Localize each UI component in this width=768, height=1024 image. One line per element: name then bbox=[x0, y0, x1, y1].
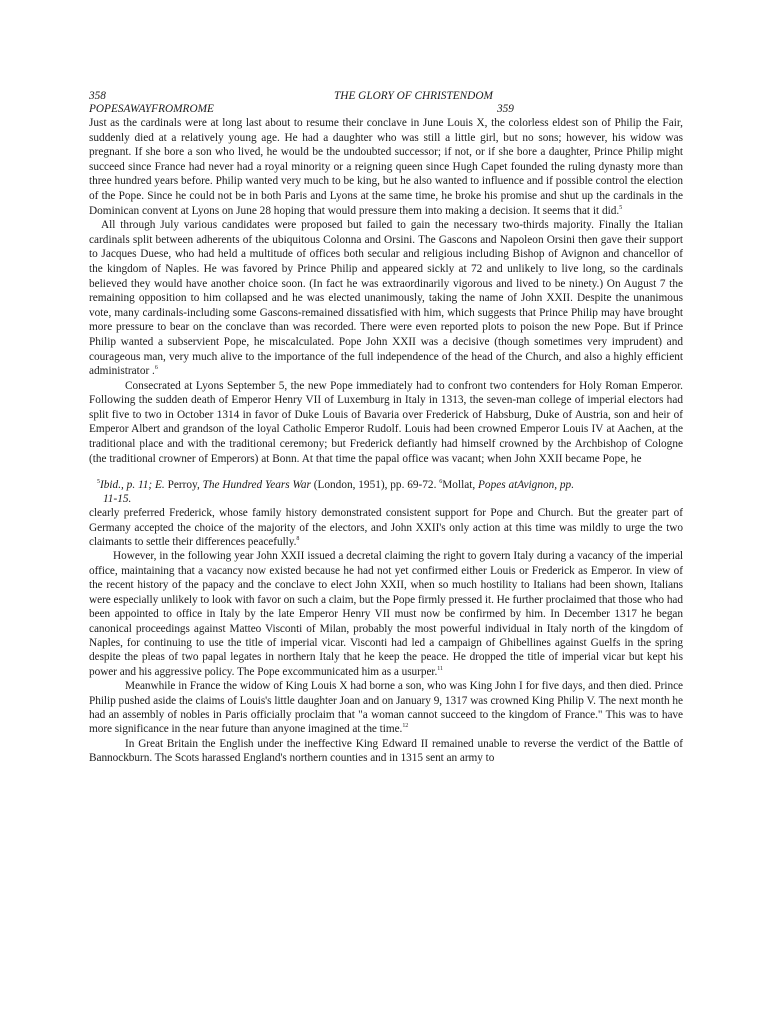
footnote-ref: 6 bbox=[154, 365, 158, 372]
running-header-left bbox=[89, 90, 683, 103]
running-title-left: THE GLORY OF CHRISTENDOM bbox=[334, 90, 493, 102]
footnote-ref: 8 bbox=[296, 536, 300, 543]
page-number-right: 359 bbox=[497, 103, 514, 115]
footnotes: $^5$Ibid., p. 11; E. Perroy, The Hundred Years War (London, 1951), pp. 69-72. $^6$Mollat, Popes atAvignon, pp. 11-15. bbox=[97, 479, 575, 506]
running-title-right: POPESAWAYFROMROME bbox=[89, 103, 214, 115]
paragraph: clearly preferred Frederick, whose family history demonstrated consistent support for Pope and Church. But the greater part of Germany accepted the choice of the majority of the electors, and John XXII's only action at this time was mildly to urge the two claimants to settle their differences peacefully.$^8$ bbox=[89, 507, 683, 549]
paragraph: Consecrated at Lyons September 5, the new Pope immediately had to confront two contenders for Holy Roman Emperor. Following the sudden death of Emperor Henry VII of Luxemburg in Italy in 1313, the seven-man college of imperial electors had split five to two in October 1314 in favor of Duke Louis of Bavaria over Frederick of Habsburg, Duke of Austria, son and heir of Emperor Albert and grandson of the loyal Catholic Emperor Rudolf. Louis had been crowned Emperor Louis IV at Aachen, at the traditional place and with the traditional ceremony; but Frederick defiantly had himself crowned by the Archbishop of Cologne (the traditional crowner of Emperors) at Bonn. At that time the papal office was vacant; when John XXII became Pope, he bbox=[89, 379, 683, 465]
paragraph: Meanwhile in France the widow of King Louis X had borne a son, who was King John I for five days, and then died. Prince Philip pushed aside the claims of Louis's little daughter Joan and on January 9, 1317 was crowned King Philip V. The next month he had an assembly of nobles in Paris officially proclaim that "a woman cannot succeed to the kingdom of France." This was to have more significance in the near future than anyone imagined at the time.$^{12}$ bbox=[89, 680, 683, 736]
footnote-ref: 5 bbox=[619, 204, 623, 211]
footnote-ref: 12 bbox=[402, 723, 409, 730]
page-number-left: 358 bbox=[89, 90, 106, 102]
paragraph: However, in the following year John XXII issued a decretal claiming the right to govern Italy during a vacancy of the imperial office, maintaining that a vacancy now existed because he had not yet confirmed either Louis or Frederick as Emperor. In view of the recent history of the papacy and the conclave to elect John XXII, when so much hostility to Italians had been shown, Italians were especially unlikely to look with favor on such a claim, but the Pope firmly pressed it. He further proclaimed that those who had been appointed to office in Italy by the late Emperor Henry VII must now be confirmed by him. In December 1317 he began canonical proceedings against Matteo Visconti of Milan, probably the most powerful individual in Italy north of the kingdom of Naples, for continuing to use the title of imperial vicar. Visconti had led a campaign of Ghibellines against Guelfs in the spring despite the pleas of two papal legates in northern Italy that he keep the peace. He dropped the title of imperial vicar but kept his power and his aggressive policy. The Pope excommunicated him as a usurper.$^{11}$ bbox=[89, 550, 683, 678]
footnote-ref: 11 bbox=[437, 665, 443, 672]
book-page bbox=[89, 90, 683, 766]
paragraph: In Great Britain the English under the ineffective King Edward II remained unable to reverse the verdict of the Battle of Bannockburn. The Scots harassed England's northern counties and in 1315 sent an army to bbox=[89, 737, 683, 765]
paragraph: All through July various candidates were proposed but failed to gain the necessary two-thirds majority. Finally the Italian cardinals split between adherents of the ubiquitous Colonna and Orsini. The Gascons and Napoleon Orsini then gave their support to Jacques Duese, who had held a multitude of offices both secular and religious including Bishop of Avignon and chancellor of the kingdom of Naples. He was favored by Prince Philip and appeared sickly at 72 and unlikely to live long, so the cardinals believed they would have another choice soon. (In fact he was extraordinarily vigorous and lived to be ninety.) On August 7 the remaining opposition to him collapsed and he was elected unanimously, taking the name of John XXII. Despite the unanimous vote, many cardinals-including some Gascons-remained dissatisfied with him, which suggests that Prince Philip may have brought more pressure to bear on the conclave than was recorded. There were even reported plots to poison the new Pope. But if Prince Philip wanted a subservient Pope, he miscalculated. Pope John XXII was a decisive (though sometimes very imprudent) and courageous man, very much alive to the importance of the full independence of the head of the Church, and also a highly efficient administrator .$^6$ bbox=[89, 219, 683, 378]
paragraph: Just as the cardinals were at long last about to resume their conclave in June Louis X, the colorless eldest son of Philip the Fair, suddenly died at a relatively young age. He had a daughter who was still a little girl, but no sons; however, his widow was pregnant. If she bore a son who lived, he would be the undoubted successor; if not, or if she bore a daughter, Prince Philip might succeed since France had never had a royal minority or a reigning queen since Hugh Capet founded the ruling dynasty more than three hundred years before. Philip wanted very much to be king, but he also wanted to influence and if possible control the election of the Pope. Since he could not be in both Paris and Lyons at the same time, he broke his promise and shut up the cardinals in the Dominican convent at Lyons on June 28 hoping that would pressure them into making a decision. It seems that it did.$^5$ bbox=[89, 117, 683, 217]
running-header-right bbox=[89, 103, 683, 116]
